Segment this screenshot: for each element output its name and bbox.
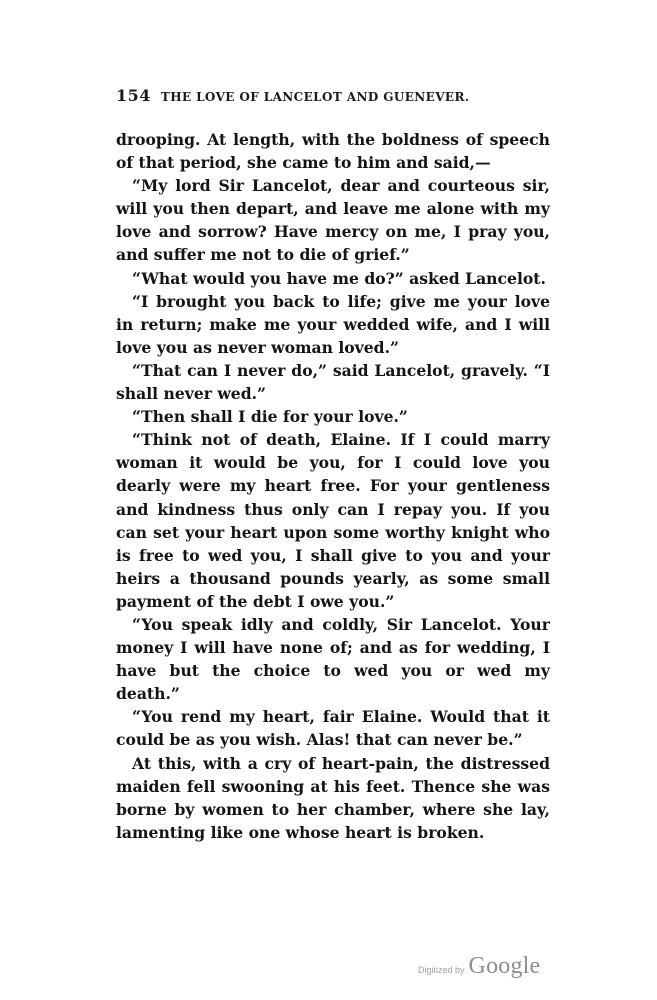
paragraph-9: “You rend my heart, fair Elaine. Would that it could be as you wish. Alas! that can never be.” <box>116 707 550 750</box>
google-logo: Google <box>468 953 541 979</box>
paragraph-2: “My lord Sir Lancelot, dear and courteous sir, will you then depart, and leave me alone with my love and sorrow? Have mercy on me, I pray you, and suffer me not to die of grief.” <box>116 176 550 265</box>
watermark-prefix: Digitized by <box>418 965 465 975</box>
running-title: THE LOVE OF LANCELOT AND GUENEVER. <box>160 90 470 104</box>
digitized-watermark <box>418 953 540 980</box>
running-header <box>116 86 550 114</box>
paragraph-4: “I brought you back to life; give me your love in return; make me your wedded wife, and I will love you as never woman loved.” <box>116 291 550 357</box>
body-text <box>116 128 550 844</box>
paragraph-1: drooping. At length, with the boldness of speech of that period, she came to him and said,— <box>116 130 550 173</box>
page-number: 154 <box>116 86 151 105</box>
paragraph-5: “That can I never do,” said Lancelot, gravely. “I shall never wed.” <box>116 360 550 404</box>
book-page <box>116 86 550 844</box>
paragraph-6: “Then shall I die for your love.” <box>132 407 408 427</box>
paragraph-3: “What would you have me do?” asked Lancelot. <box>132 268 546 288</box>
paragraph-8: “You speak idly and coldly, Sir Lancelot. Your money I will have none of; and as for wedding, I have but the choice to wed you or wed my death.” <box>116 614 550 704</box>
paragraph-7: “Think not of death, Elaine. If I could marry woman it would be you, for I could love you dearly were my heart free. For your gentleness and kindness thus only can I repay you. If you can set your heart upon some worthy knight who is free to wed you, I shall give to you and your heirs a thousand pounds yearly, as some small payment of the debt I owe you.” <box>116 430 550 611</box>
paragraph-10: At this, with a cry of heart-pain, the distressed maiden fell swooning at his feet. Thence she was borne by women to her chamber, where she lay, lamenting like one whose heart is broken. <box>116 753 550 842</box>
